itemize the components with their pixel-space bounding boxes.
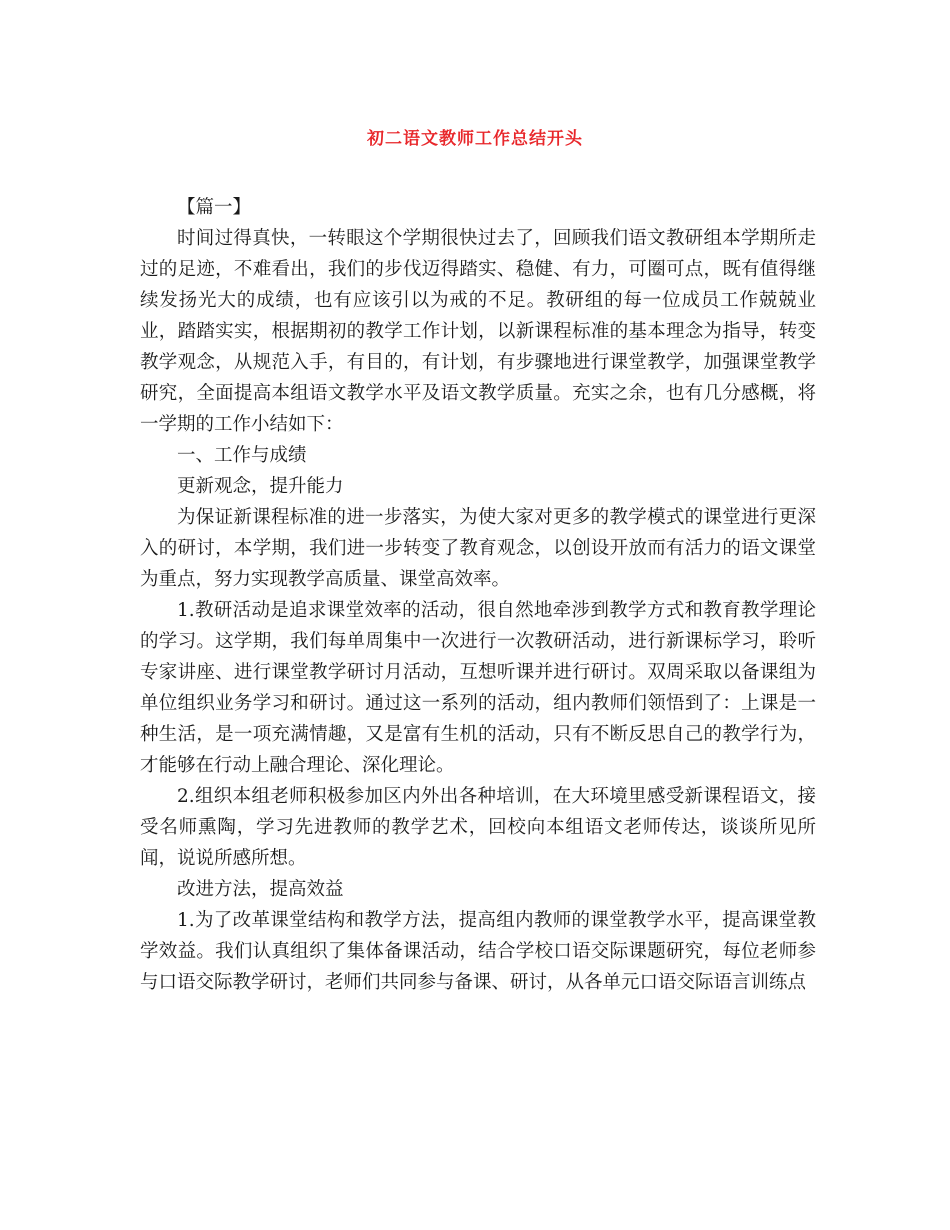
paragraph: 2.组织本组老师积极参加区内外出各种培训，在大环境里感受新课程语文，接受名师熏陶，学习先进教师的教学艺术，回校向本组语文老师传达，谈谈所见所闻，说说所感所想。 bbox=[140, 786, 816, 869]
section-heading: 【篇一】 bbox=[177, 197, 252, 218]
document-body bbox=[140, 192, 816, 998]
paragraph: 为保证新课程标准的进一步落实，为使大家对更多的教学模式的课堂进行更深入的研讨，本学期，我们进一步转变了教育观念，以创设开放而有活力的语文课堂为重点，努力实现教学高质量、课堂高效率。 bbox=[140, 507, 816, 590]
subheading: 改进方法，提高效益 bbox=[177, 879, 344, 900]
paragraph: 时间过得真快，一转眼这个学期很快过去了，回顾我们语文教研组本学期所走过的足迹，不难看出，我们的步伐迈得踏实、稳健、有力，可圈可点，既有值得继续发扬光大的成绩，也有应该引以为戒的不足。教研组的每一位成员工作兢兢业业，踏踏实实，根据期初的教学工作计划，以新课程标准的基本理念为指导，转变教学观念，从规范入手，有目的，有计划，有步骤地进行课堂教学，加强课堂教学研究，全面提高本组语文教学水平及语文教学质量。充实之余，也有几分感概，将一学期的工作小结如下： bbox=[140, 228, 816, 435]
document-title: 初二语文教师工作总结开头 bbox=[367, 129, 583, 149]
paragraph: 1.为了改革课堂结构和教学方法，提高组内教师的课堂教学水平，提高课堂教学效益。我们认真组织了集体备课活动，结合学校口语交际课题研究，每位老师参与口语交际教学研讨，老师们共同参与备课、研讨，从各单元口语交际语言训练点 bbox=[140, 910, 816, 993]
paragraph: 1.教研活动是追求课堂效率的活动，很自然地牵涉到教学方式和教育教学理论的学习。这学期，我们每单周集中一次进行一次教研活动，进行新课标学习，聆听专家讲座、进行课堂教学研讨月活动，互想听课并进行研讨。双周采取以备课组为单位组织业务学习和研讨。通过这一系列的活动，组内教师们领悟到了：上课是一种生活，是一项充满情趣，又是富有生机的活动，只有不断反思自己的教学行为，才能够在行动上融合理论、深化理论。 bbox=[140, 600, 816, 776]
subheading: 更新观念，提升能力 bbox=[177, 476, 344, 497]
subheading: 一、工作与成绩 bbox=[177, 445, 307, 466]
